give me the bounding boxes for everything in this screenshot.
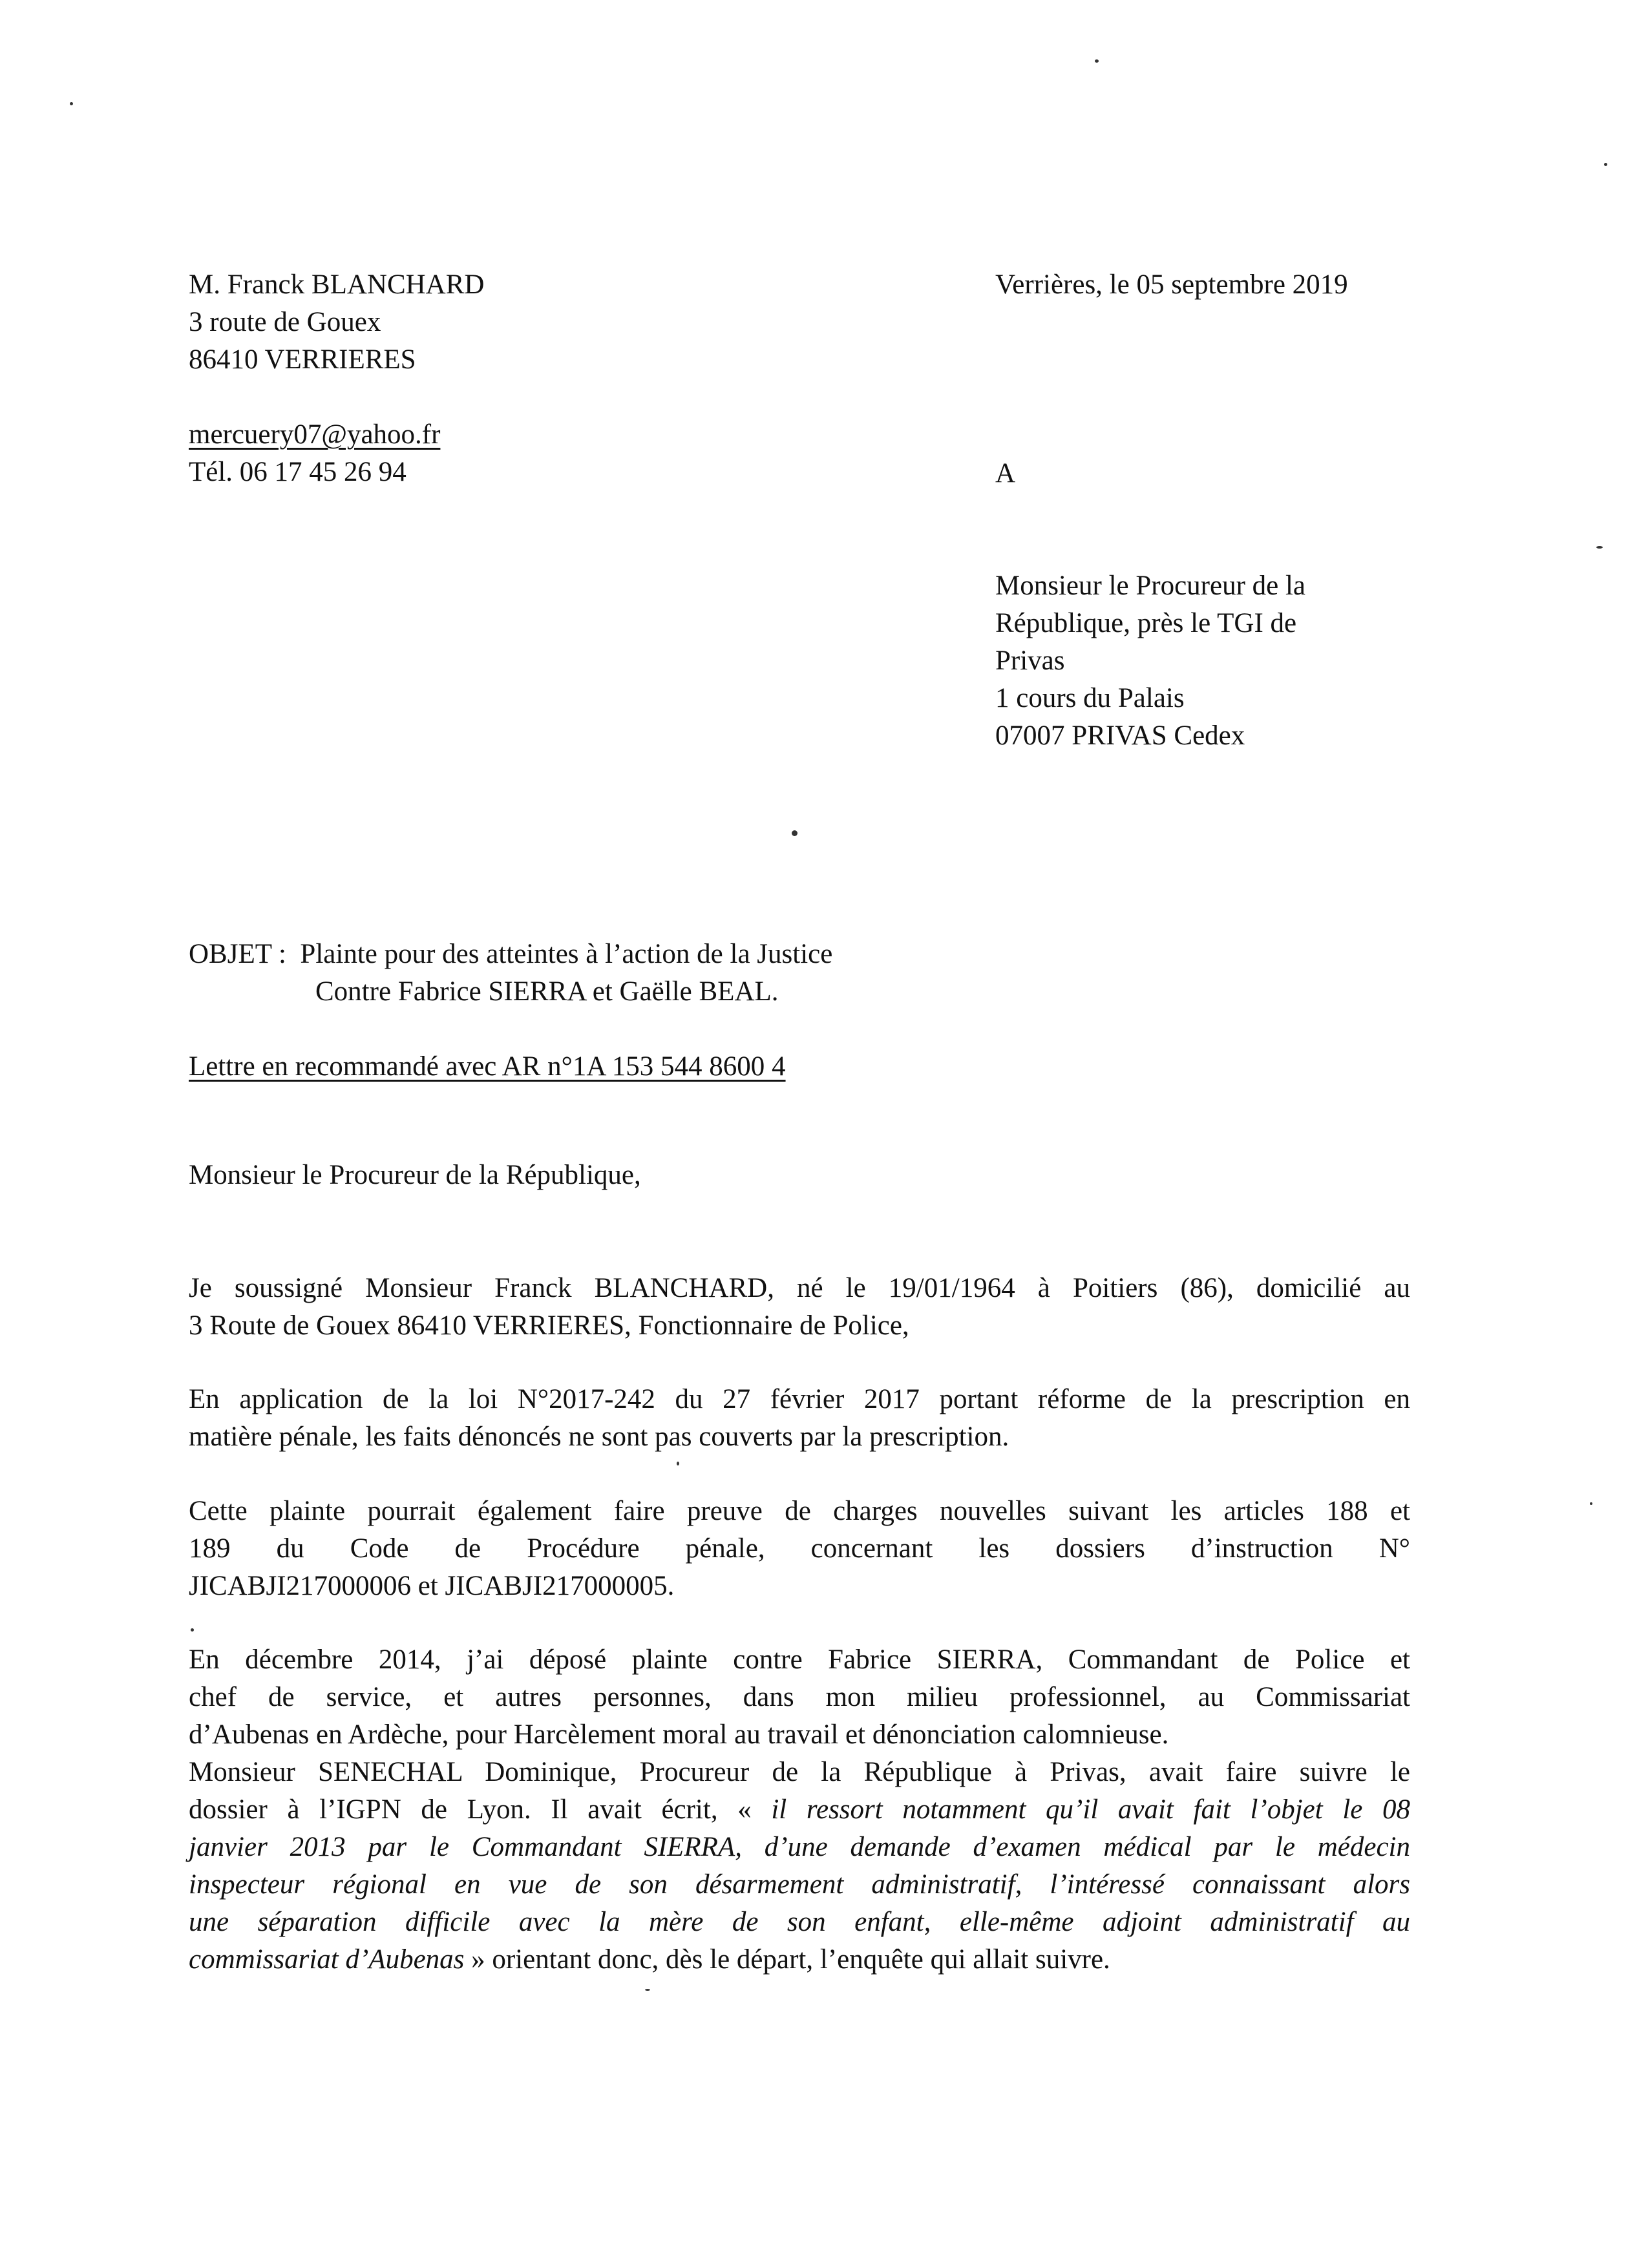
paragraph-line: En décembre 2014, j’ai déposé plainte contre Fabrice SIERRA, Commandant de Police et <box>189 1644 1410 1675</box>
paragraph-line: Monsieur SENECHAL Dominique, Procureur de la République à Privas, avait faire suivre le <box>189 1757 1410 1787</box>
scan-speck <box>645 1989 650 1991</box>
subject-text-1: Plainte pour des atteintes à l’action de la Justice <box>300 939 833 969</box>
registered-mail <box>189 1048 786 1086</box>
recipient-line: Monsieur le Procureur de la <box>995 571 1306 601</box>
place-date <box>995 266 1348 304</box>
paragraph-line: chef de service, et autres personnes, dans mon milieu professionnel, au Commissariat <box>189 1682 1410 1712</box>
sender-city: 86410 VERRIERES <box>189 344 416 375</box>
scan-speck <box>1095 59 1099 63</box>
quote-close: » orientant donc, dès le départ, l’enquête qui allait suivre. <box>471 1944 1110 1975</box>
registered-mail-text: Lettre en recommandé avec AR n°1A 153 544 8600 4 <box>189 1051 786 1082</box>
subject-block <box>189 936 832 1011</box>
quote-line: inspecteur régional en vue de son désarmement administratif, l’intéressé connaissant alors <box>189 1869 1410 1900</box>
paragraph-charges <box>189 1493 1410 1605</box>
paragraph-line <box>189 1791 1410 1829</box>
subject-text-2: Contre Fabrice SIERRA et Gaëlle BEAL. <box>315 976 779 1007</box>
paragraph-line: En application de la loi N°2017-242 du 27 février 2017 portant réforme de la prescription en <box>189 1384 1410 1414</box>
sender-email-link[interactable]: mercuery07@yahoo.fr <box>189 419 441 450</box>
paragraph-line: d’Aubenas en Ardèche, pour Harcèlement moral au travail et dénonciation calomnieuse. <box>189 1719 1169 1750</box>
recipient-block <box>995 567 1305 755</box>
subject-label: OBJET : <box>189 939 286 969</box>
scan-speck <box>1604 163 1607 166</box>
place-date-text: Verrières, le 05 septembre 2019 <box>995 269 1348 300</box>
recipient-prefix <box>995 455 1015 492</box>
recipient-line: Privas <box>995 646 1065 676</box>
recipient-line: 07007 PRIVAS Cedex <box>995 720 1245 751</box>
sender-street: 3 route de Gouex <box>189 307 381 337</box>
quote-intro: dossier à l’IGPN de Lyon. Il avait écrit, « <box>189 1794 752 1825</box>
salutation <box>189 1157 641 1194</box>
salutation-text: Monsieur le Procureur de la République, <box>189 1160 641 1190</box>
recipient-line: 1 cours du Palais <box>995 683 1185 713</box>
scan-speck <box>70 102 73 105</box>
scan-speck <box>1596 546 1603 549</box>
scan-speck <box>191 1628 194 1632</box>
sender-name: M. Franck BLANCHARD <box>189 269 485 300</box>
scan-speck <box>792 830 798 836</box>
paragraph-identity <box>189 1270 1410 1345</box>
recipient-prefix-text: A <box>995 458 1016 488</box>
sender-block <box>189 266 484 491</box>
quote-end: commissariat d’Aubenas <box>189 1944 465 1975</box>
quote-text: il ressort notamment qu’il avait fait l’objet le 08 <box>771 1794 1410 1825</box>
quote-line: une séparation difficile avec la mère de son enfant, elle-même adjoint administratif au <box>189 1907 1410 1937</box>
scan-speck <box>677 1462 679 1465</box>
paragraph-line: Cette plainte pourrait également faire preuve de charges nouvelles suivant les articles 188 et <box>189 1496 1410 1526</box>
paragraph-law <box>189 1381 1410 1456</box>
paragraph-line <box>189 1941 1410 1979</box>
sender-phone: Tél. 06 17 45 26 94 <box>189 457 407 487</box>
subject-line-1 <box>189 936 832 973</box>
paragraph-line: 189 du Code de Procédure pénale, concernant les dossiers d’instruction N° <box>189 1533 1410 1564</box>
paragraph-line: JICABJI217000006 et JICABJI217000005. <box>189 1571 675 1601</box>
paragraph-line: matière pénale, les faits dénoncés ne sont pas couverts par la prescription. <box>189 1422 1009 1452</box>
paragraph-line: 3 Route de Gouex 86410 VERRIERES, Fonctionnaire de Police, <box>189 1310 909 1341</box>
scan-speck <box>1590 1502 1592 1505</box>
quote-line: janvier 2013 par le Commandant SIERRA, d’une demande d’examen médical par le médecin <box>189 1832 1410 1862</box>
paragraph-line: Je soussigné Monsieur Franck BLANCHARD, né le 19/01/1964 à Poitiers (86), domicilié au <box>189 1273 1410 1303</box>
recipient-line: République, près le TGI de <box>995 608 1297 638</box>
paragraph-complaint <box>189 1641 1410 1979</box>
